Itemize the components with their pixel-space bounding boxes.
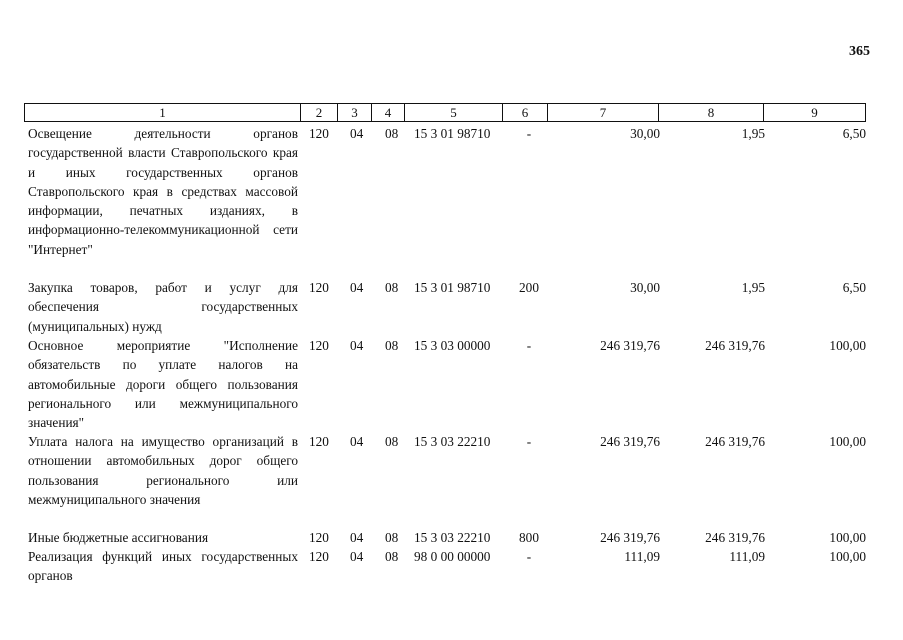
row-rz: 04: [350, 338, 364, 353]
row-amount-actual: 1,95: [741, 126, 765, 141]
row-ved: 120: [309, 338, 329, 353]
row-rz: 04: [350, 549, 364, 564]
row-description: Освещение деятельности органов государственной власти Ставропольского края и иных государственных органов Ставропольского края в средствах массовой информации, печатных изданиях, в информационно-телекоммуникационной сети "Интернет": [28, 126, 298, 257]
row-vr: -: [526, 434, 532, 449]
row-amount-plan: 246 319,76: [600, 530, 660, 545]
header-cell-2: 2: [301, 104, 338, 122]
row-percent: 100,00: [829, 338, 866, 353]
header-cell-5: 5: [405, 104, 503, 122]
row-amount-actual: 246 319,76: [705, 434, 765, 449]
row-pr: 08: [385, 338, 399, 353]
row-ved: 120: [309, 280, 329, 295]
column-number-header: [24, 103, 866, 122]
row-ved: 120: [309, 549, 329, 564]
row-rz: 04: [350, 280, 364, 295]
row-pr: 08: [385, 126, 399, 141]
row-amount-plan: 246 319,76: [600, 338, 660, 353]
row-pr: 08: [385, 434, 399, 449]
header-cell-3: 3: [338, 104, 372, 122]
row-csr: 98 0 00 00000: [414, 549, 491, 564]
header-cell-6: 6: [503, 104, 548, 122]
row-amount-plan: 30,00: [630, 126, 660, 141]
row-amount-actual: 111,09: [729, 549, 765, 564]
header-cell-4: 4: [372, 104, 405, 122]
row-rz: 04: [350, 126, 364, 141]
row-csr: 15 3 03 22210: [414, 434, 491, 449]
header-cell-1: 1: [25, 104, 301, 122]
row-vr: -: [526, 126, 532, 141]
row-description: Иные бюджетные ассигнования: [28, 530, 209, 545]
row-vr: -: [526, 338, 532, 353]
row-percent: 100,00: [829, 530, 866, 545]
row-ved: 120: [309, 530, 329, 545]
row-description: Реализация функций иных государственных органов: [28, 549, 298, 584]
row-amount-actual: 1,95: [741, 280, 765, 295]
row-vr: 800: [519, 530, 539, 545]
row-amount-plan: 30,00: [630, 280, 660, 295]
page-number: 365: [849, 44, 870, 59]
header-cell-8: 8: [659, 104, 764, 122]
row-amount-plan: 246 319,76: [600, 434, 660, 449]
row-ved: 120: [309, 434, 329, 449]
row-vr: -: [526, 549, 532, 564]
row-percent: 100,00: [829, 434, 866, 449]
row-pr: 08: [385, 549, 399, 564]
row-rz: 04: [350, 530, 364, 545]
row-csr: 15 3 03 00000: [414, 338, 491, 353]
row-rz: 04: [350, 434, 364, 449]
row-amount-plan: 111,09: [624, 549, 660, 564]
row-csr: 15 3 03 22210: [414, 530, 491, 545]
header-cell-9: 9: [764, 104, 866, 122]
row-ved: 120: [309, 126, 329, 141]
row-csr: 15 3 01 98710: [414, 126, 491, 141]
row-percent: 100,00: [829, 549, 866, 564]
row-description: Закупка товаров, работ и услуг для обеспечения государственных (муниципальных) нужд: [28, 280, 298, 334]
row-pr: 08: [385, 530, 399, 545]
row-csr: 15 3 01 98710: [414, 280, 491, 295]
row-amount-actual: 246 319,76: [705, 338, 765, 353]
row-pr: 08: [385, 280, 399, 295]
header-cell-7: 7: [548, 104, 659, 122]
row-description: Основное мероприятие "Исполнение обязательств по уплате налогов на автомобильные дороги общего пользования регионального или межмуниципального значения": [28, 338, 298, 431]
row-amount-actual: 246 319,76: [705, 530, 765, 545]
row-percent: 6,50: [842, 280, 866, 295]
row-percent: 6,50: [842, 126, 866, 141]
row-vr: 200: [519, 280, 539, 295]
row-description: Уплата налога на имущество организаций в отношении автомобильных дорог общего пользования регионального или межмуниципального значения: [28, 434, 298, 507]
